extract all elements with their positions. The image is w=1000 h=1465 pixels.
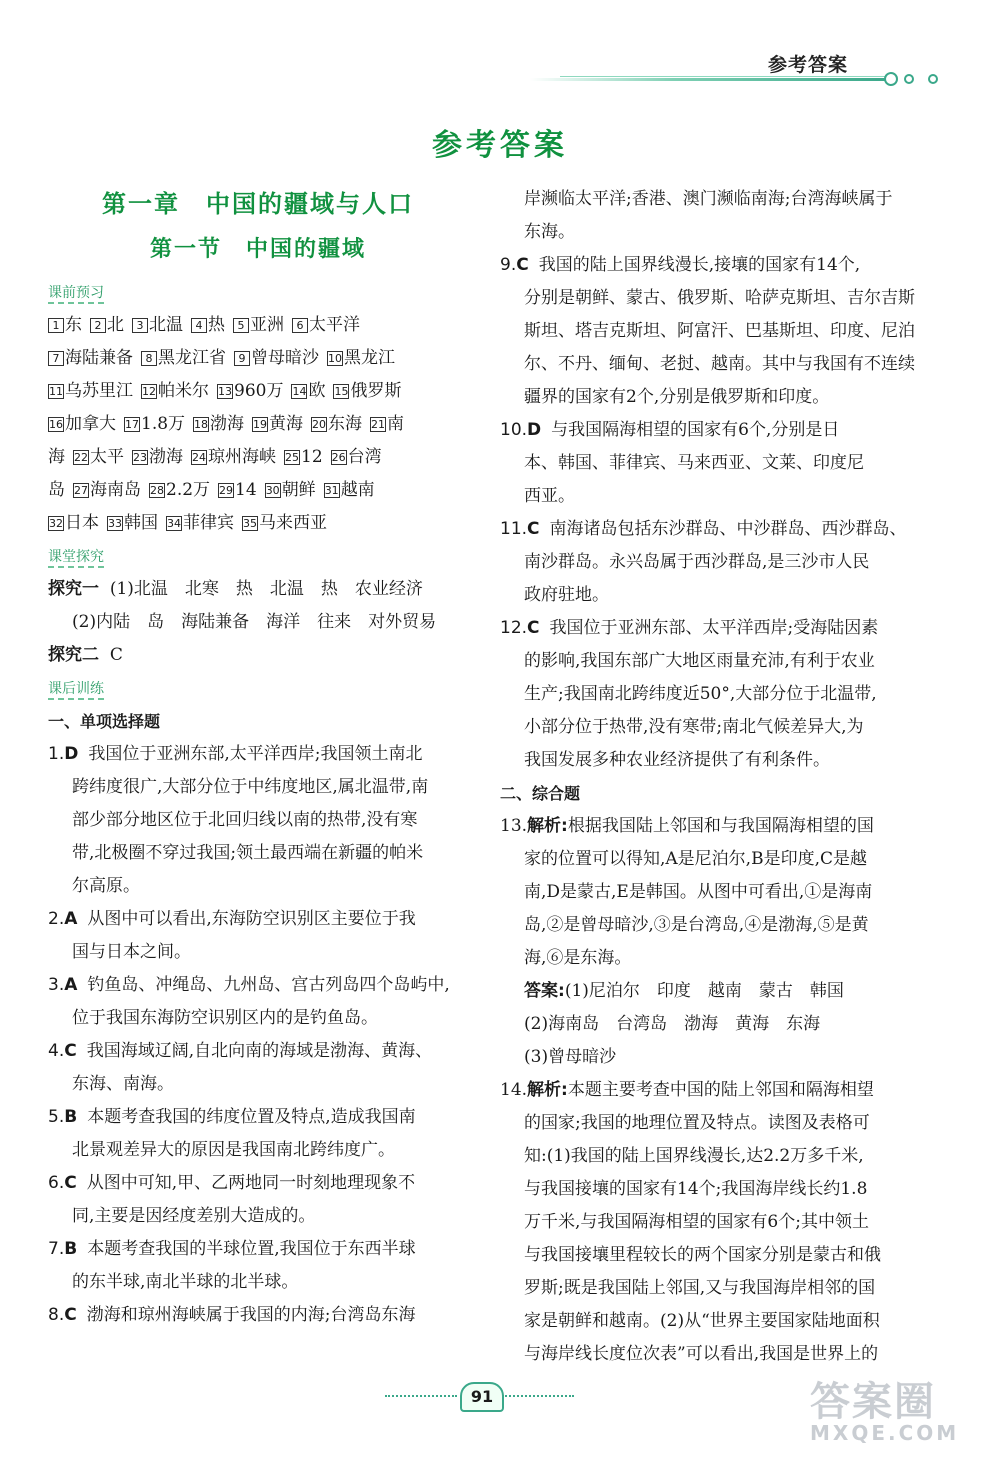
header-ornament-circle [928, 74, 938, 84]
question-line: 家是朝鲜和越南。(2)从“世界主要国家陆地面积 [524, 1311, 880, 1331]
answer-number-box: 35 [243, 517, 257, 530]
answer-text: 渤海 [210, 414, 245, 434]
preview-answer [242, 513, 327, 533]
preview-answer [234, 348, 319, 368]
right-column [500, 183, 915, 1371]
answer-text: 日本 [65, 513, 99, 533]
question-number: 6. [48, 1173, 65, 1193]
question-line: 家的位置可以得知,A是尼泊尔,B是印度,C是越 [524, 849, 867, 869]
answer-number-box: 6 [292, 318, 308, 333]
questions-right [500, 249, 915, 777]
preview-answer [107, 513, 158, 533]
question-line: 本、韩国、菲律宾、马来西亚、文莱、印度尼 [524, 453, 864, 473]
answer-text: 热 [208, 315, 225, 335]
header-rule-thin [560, 76, 890, 77]
explanation-text: 从图中可以看出,东海防空识别区主要位于我 [87, 909, 416, 929]
tag-explore: 课堂探究 [48, 548, 104, 568]
preview-answer [90, 315, 124, 335]
answer-key: C [527, 519, 540, 539]
explore-two-label: 探究二 [48, 645, 99, 665]
preview-row [48, 507, 468, 540]
answer-number-box: 16 [49, 418, 63, 431]
question-line: 与我国接壤里程较长的两个国家分别是蒙古和俄 [524, 1245, 881, 1265]
question-line: 与海岸线长度位次表”可以看出,我国是世界上的 [524, 1344, 879, 1364]
answer-number-box: 19 [253, 418, 268, 431]
question-line: 海,⑥是东海。 [524, 948, 632, 968]
answer-text: 韩国 [124, 513, 158, 533]
question-line: 的国家;我国的地理位置及特点。读图及表格可 [524, 1113, 870, 1133]
answer-text: 乌苏里江 [65, 381, 133, 401]
answer-text: 14 [235, 480, 257, 500]
question-line: 国与日本之间。 [72, 942, 191, 962]
preview-answer [166, 513, 234, 533]
preview-answer [265, 480, 316, 500]
answer-text: 朝鲜 [281, 480, 316, 500]
answer-number-box: 7 [48, 351, 64, 366]
preview-answer [193, 414, 244, 434]
answer-number-box: 22 [74, 451, 88, 464]
preview-answer [327, 348, 395, 368]
explanation-text: 我国位于亚洲东部、太平洋西岸;受海陆因素 [549, 618, 879, 638]
question-line: 西亚。 [524, 486, 575, 506]
answer-text: 北温 [149, 315, 183, 335]
answer-key: C [64, 1041, 77, 1061]
question-line [48, 1167, 468, 1200]
explore-one-label: 探究一 [48, 579, 99, 599]
preview-answer [333, 381, 401, 401]
comprehensive-heading: 二、综合题 [500, 784, 581, 803]
preview-answer [48, 315, 82, 335]
answer-number-box: 8 [141, 351, 157, 366]
question-line: 罗斯;既是我国陆上邻国,又与我国海岸相邻的国 [524, 1278, 876, 1298]
header-ornament-circle [884, 72, 898, 86]
answer-text: 12 [301, 447, 323, 467]
answer-number-box: 29 [219, 484, 234, 497]
answer-text: 海南岛 [90, 480, 141, 500]
answer-number-box: 25 [285, 451, 299, 464]
header-rule [530, 78, 890, 81]
question-line: 部少部分地区位于北回归线以南的热带,没有寒 [72, 810, 418, 830]
explanation-text: 与我国隔海相望的国家有6个,分别是日 [551, 420, 840, 440]
answer-key: C [516, 255, 529, 275]
question-line [48, 1035, 468, 1068]
preview-answer [311, 414, 362, 434]
answer-text: 黑龙江省 [158, 348, 226, 368]
answer-number-box: 23 [133, 451, 147, 464]
question-line: 斯坦、塔吉克斯坦、阿富汗、巴基斯坦、印度、尼泊 [524, 321, 915, 341]
left-column [48, 178, 468, 1332]
answer-number-box: 20 [312, 418, 327, 431]
answer-text: 岛 [48, 480, 65, 500]
answer-number-box: 13 [218, 385, 232, 398]
question-line: 我国发展多种农业经济提供了有利条件。 [524, 750, 830, 770]
question-line: 与我国接壤的国家有14个;我国海岸线长约1.8 [524, 1179, 868, 1199]
preview-answer [324, 480, 375, 500]
answer-number-box: 4 [191, 318, 207, 333]
question-line [48, 969, 468, 1002]
footer-dots-right [502, 1395, 574, 1397]
question-line: 岸濒临太平洋;香港、澳门濒临南海;台湾海峡属于 [524, 189, 893, 209]
answer-number-box: 34 [167, 517, 181, 530]
preview-answer [141, 348, 226, 368]
explore-two-answer: C [109, 645, 123, 665]
answer-line [500, 975, 915, 1008]
question-line: 万千米,与我国隔海相望的国家有6个;其中领土 [524, 1212, 869, 1232]
preview-row [48, 309, 468, 342]
answer-line: (3)曾母暗沙 [524, 1047, 617, 1067]
answer-number-box: 33 [108, 517, 122, 530]
answer-text: 渤海 [149, 447, 183, 467]
question-item [500, 612, 915, 777]
preview-answer [48, 381, 133, 401]
question-line: 的东半球,南北半球的北半球。 [72, 1272, 299, 1292]
question-item [500, 249, 915, 414]
tag-training: 课后训练 [48, 680, 104, 700]
question-line: 岛,②是曾母暗沙,③是台湾岛,④是渤海,⑤是黄 [524, 915, 869, 935]
question-line: 疆界的国家有2个,分别是俄罗斯和印度。 [524, 387, 830, 407]
preview-answers [48, 309, 468, 540]
answer-text: 帕米尔 [158, 381, 209, 401]
question-number: 13. [500, 816, 528, 836]
preview-answer [284, 447, 323, 467]
question-item [48, 1233, 468, 1299]
preview-answer [73, 480, 141, 500]
answer-number-box: 31 [324, 484, 339, 497]
answer-key: A [64, 975, 78, 995]
answer-number-box: 21 [371, 418, 386, 431]
answer-number-box: 14 [292, 385, 307, 398]
question-line: 同,主要是因经度差别大造成的。 [72, 1206, 316, 1226]
preview-answer [48, 513, 99, 533]
question-number: 11. [500, 519, 528, 539]
preview-answer [217, 381, 283, 401]
question-line: 尔、不丹、缅甸、老挝、越南。其中与我国有不连续 [524, 354, 915, 374]
answer-key: B [64, 1239, 78, 1259]
watermark-logo [810, 1370, 959, 1445]
answer-number-box: 5 [233, 318, 249, 333]
preview-answer [331, 447, 382, 467]
answer-key: B [64, 1107, 78, 1127]
explore-one-line1: (1)北温 北寒 热 北温 热 农业经济 [109, 579, 423, 599]
preview-answer [141, 381, 209, 401]
answer-text: 太平 [90, 447, 124, 467]
header-ornament-circle [904, 74, 914, 84]
answer-text: 海陆兼备 [65, 348, 133, 368]
question-13 [500, 810, 915, 1074]
explore-one-line2: (2)内陆 岛 海陆兼备 海洋 往来 对外贸易 [72, 612, 437, 632]
preview-answer [149, 480, 210, 500]
answer-text: 越南 [340, 480, 375, 500]
question-8-continued [500, 183, 915, 249]
page-header [0, 0, 1000, 120]
preview-answer [218, 480, 257, 500]
question-line: 北景观差异大的原因是我国南北跨纬度广。 [72, 1140, 395, 1160]
answer-line: (2)海南岛 台湾岛 渤海 黄海 东海 [524, 1014, 821, 1034]
answer-text: (1)尼泊尔 印度 越南 蒙古 韩国 [564, 981, 844, 1001]
question-line: 带,北极圈不穿过我国;领土最西端在新疆的帕米 [72, 843, 424, 863]
question-line [48, 1233, 468, 1266]
preview-answer [292, 315, 360, 335]
chapter-title: 第一章 中国的疆域与人口 [102, 190, 414, 218]
answer-text: 南 [387, 414, 405, 434]
answer-number-box: 10 [328, 352, 342, 365]
answer-text: 加拿大 [65, 414, 116, 434]
preview-row [48, 408, 468, 441]
question-line [48, 1299, 468, 1332]
footer-dots-left [385, 1395, 457, 1397]
question-line [500, 1074, 915, 1107]
question-number: 10. [500, 420, 528, 440]
answer-text: 菲律宾 [183, 513, 234, 533]
preview-row [48, 441, 468, 474]
preview-answer [291, 381, 325, 401]
preview-row [48, 375, 468, 408]
answer-key: C [527, 618, 540, 638]
header-title: 参考答案 [768, 54, 849, 76]
preview-answer [124, 414, 185, 434]
question-item [48, 969, 468, 1035]
question-number: 1. [48, 744, 65, 764]
question-item [48, 1101, 468, 1167]
answer-text: 琼州海峡 [208, 447, 276, 467]
question-line [500, 513, 915, 546]
answer-number-box: 3 [132, 318, 148, 333]
question-line: 东海、南海。 [72, 1074, 174, 1094]
question-number: 9. [500, 255, 517, 275]
answer-key: C [64, 1173, 77, 1193]
question-line: 生产;我国南北跨纬度近50°,大部分位于北温带, [524, 684, 877, 704]
question-number: 14. [500, 1080, 528, 1100]
question-line: 尔高原。 [72, 876, 140, 896]
question-line: 跨纬度很广,大部分位于中纬度地区,属北温带,南 [72, 777, 429, 797]
answer-text: 东 [65, 315, 82, 335]
question-line: 知:(1)我国的陆上国界线漫长,达2.2万多千米, [524, 1146, 864, 1166]
answer-key: C [64, 1305, 77, 1325]
question-line [500, 810, 915, 843]
preview-answer [191, 315, 225, 335]
tag-preview: 课前预习 [48, 284, 104, 304]
preview-answer [191, 447, 276, 467]
question-item [48, 738, 468, 903]
main-title: 参考答案 [432, 128, 568, 163]
answer-text: 太平洋 [309, 315, 360, 335]
answer-number-box: 24 [192, 451, 206, 464]
question-number: 4. [48, 1041, 65, 1061]
preview-answer [48, 348, 133, 368]
answer-number-box: 27 [74, 484, 88, 497]
preview-answer [48, 480, 65, 500]
answer-label: 答案: [524, 981, 565, 1001]
questions-left [48, 738, 468, 1332]
answer-text: 960万 [234, 381, 284, 401]
analysis-label: 解析: [527, 816, 568, 836]
preview-answer [48, 414, 116, 434]
question-item [500, 513, 915, 612]
question-line: 政府驻地。 [524, 585, 609, 605]
answer-number-box: 9 [234, 351, 250, 366]
question-item [48, 903, 468, 969]
question-line [48, 1101, 468, 1134]
preview-answer [48, 447, 65, 467]
watermark-line1: 答案圈 [810, 1379, 936, 1425]
explanation-text: 南海诸岛包括东沙群岛、中沙群岛、西沙群岛、 [549, 519, 907, 539]
answer-text: 北 [107, 315, 124, 335]
question-number: 5. [48, 1107, 65, 1127]
question-number: 2. [48, 909, 65, 929]
preview-row [48, 342, 468, 375]
question-number: 8. [48, 1305, 65, 1325]
question-line [48, 738, 468, 771]
preview-answer [370, 414, 404, 434]
question-line: 南沙群岛。永兴岛属于西沙群岛,是三沙市人民 [524, 552, 870, 572]
answer-text: 黑龙江 [344, 348, 395, 368]
answer-key: D [527, 420, 542, 440]
explanation-text: 我国的陆上国界线漫长,接壤的国家有14个, [538, 255, 861, 275]
answer-text: 台湾 [347, 447, 382, 467]
explore-two [48, 639, 468, 672]
question-item [48, 1035, 468, 1101]
explanation-text: 根据我国陆上邻国和与我国隔海相望的国 [567, 816, 874, 836]
answer-text: 俄罗斯 [350, 381, 402, 401]
watermark-line2: MXQE.COM [810, 1421, 960, 1445]
explanation-text: 我国位于亚洲东部,太平洋西岸;我国领土南北 [88, 744, 423, 764]
answer-number-box: 30 [265, 484, 280, 497]
question-line [48, 903, 468, 936]
question-line: 位于我国东海防空识别区内的是钓鱼岛。 [72, 1008, 378, 1028]
answer-number-box: 26 [331, 451, 346, 464]
question-line [500, 612, 915, 645]
answer-number-box: 28 [150, 484, 164, 497]
preview-row [48, 474, 468, 507]
answer-number-box: 2 [90, 318, 106, 333]
question-line: 小部分位于热带,没有寒带;南北气候差异大,为 [524, 717, 864, 737]
explore-one [48, 573, 468, 606]
question-item [48, 1167, 468, 1233]
explanation-text: 我国海域辽阔,自北向南的海域是渤海、黄海、 [86, 1041, 433, 1061]
question-number: 12. [500, 618, 528, 638]
answer-text: 曾母暗沙 [251, 348, 319, 368]
preview-answer [233, 315, 284, 335]
answer-key: D [64, 744, 79, 764]
preview-answer [132, 447, 183, 467]
single-choice-heading: 一、单项选择题 [48, 712, 161, 731]
explanation-text: 钓鱼岛、冲绳岛、九州岛、宫古列岛四个岛屿中, [87, 975, 450, 995]
preview-answer [132, 315, 183, 335]
question-line: 分别是朝鲜、蒙古、俄罗斯、哈萨克斯坦、吉尔吉斯 [524, 288, 915, 308]
question-item [500, 414, 915, 513]
explanation-text: 本题考查我国的纬度位置及特点,造成我国南 [87, 1107, 416, 1127]
answer-number-box: 15 [334, 385, 349, 398]
preview-answer [73, 447, 124, 467]
page-number: 91 [460, 1382, 504, 1412]
question-number: 7. [48, 1239, 65, 1259]
preview-answer [252, 414, 303, 434]
question-line [500, 249, 915, 282]
question-line: 东海。 [524, 222, 575, 242]
answer-text: 马来西亚 [259, 513, 327, 533]
answer-number-box: 32 [49, 517, 63, 530]
explanation-text: 本题考查我国的半球位置,我国位于东西半球 [87, 1239, 416, 1259]
answer-key: A [64, 909, 78, 929]
answer-number-box: 18 [194, 418, 209, 431]
answer-text: 海 [48, 447, 65, 467]
answer-text: 东海 [328, 414, 363, 434]
question-item [48, 1299, 468, 1332]
answer-text: 亚洲 [250, 315, 284, 335]
explanation-text: 本题主要考查中国的陆上邻国和隔海相望 [567, 1080, 874, 1100]
answer-number-box: 11 [49, 385, 63, 398]
question-line: 南,D是蒙古,E是韩国。从图中可看出,①是海南 [524, 882, 873, 902]
answer-text: 1.8万 [141, 414, 186, 434]
question-line: 的影响,我国东部广大地区雨量充沛,有利于农业 [524, 651, 875, 671]
answer-number-box: 1 [48, 318, 64, 333]
explanation-text: 从图中可知,甲、乙两地同一时刻地理现象不 [86, 1173, 416, 1193]
answer-number-box: 17 [125, 418, 139, 431]
answer-text: 欧 [308, 381, 326, 401]
answer-number-box: 12 [142, 385, 156, 398]
section-title: 第一节 中国的疆域 [149, 237, 366, 262]
answer-text: 黄海 [269, 414, 304, 434]
answer-text: 2.2万 [166, 480, 211, 500]
question-number: 3. [48, 975, 65, 995]
question-14 [500, 1074, 915, 1371]
question-line [500, 414, 915, 447]
explanation-text: 渤海和琼州海峡属于我国的内海;台湾岛东海 [86, 1305, 416, 1325]
analysis-label: 解析: [527, 1080, 568, 1100]
